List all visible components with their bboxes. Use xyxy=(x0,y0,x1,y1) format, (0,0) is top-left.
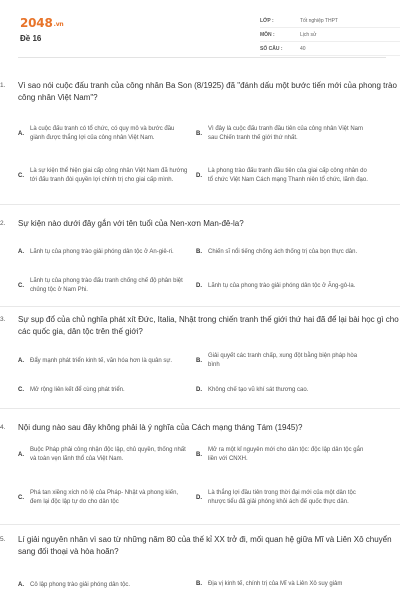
site-logo[interactable]: 2048.vn xyxy=(20,16,64,30)
option-letter: C. xyxy=(18,173,24,179)
meta-row-subject xyxy=(260,28,400,42)
option-c[interactable] xyxy=(18,382,190,398)
option-text: Lãnh tụ của phong trào giải phóng dân tộc ở An-giê-ri. xyxy=(30,248,174,255)
option-text: Là cuộc đấu tranh có tổ chức, có quy mô và bước đầu giành được thắng lợi của công nhân Việt Nam. xyxy=(30,126,175,141)
meta-value: Tốt nghiệp THPT xyxy=(300,17,338,24)
question-text: Sự kiện nào dưới đây gắn với tên tuổi của Nen-xơn Man-đê-la? xyxy=(18,219,244,228)
option-text: Là sự kiện thể hiện giai cấp công nhân Việt Nam đã hướng tới đấu tranh đòi quyền lợi chính trị cho giai cấp mình. xyxy=(30,168,188,183)
option-b[interactable] xyxy=(196,348,368,374)
question-divider xyxy=(0,524,400,525)
question-number: 4. xyxy=(0,424,6,431)
option-letter: B. xyxy=(196,358,202,364)
option-letter: B. xyxy=(196,131,202,137)
question-head xyxy=(0,422,400,434)
question-head xyxy=(0,534,400,558)
option-text: Phá tan xiềng xích nô lệ của Pháp- Nhật và phong kiến, đem lại độc lập tự do cho dân tộc xyxy=(30,490,179,505)
question-number: 2. xyxy=(0,220,6,227)
option-b[interactable] xyxy=(196,117,368,151)
meta-label: SỐ CÂU : xyxy=(260,45,283,52)
option-letter: B. xyxy=(196,452,202,458)
meta-value: Lịch sử xyxy=(300,31,317,38)
option-a[interactable] xyxy=(18,438,190,472)
meta-label: LỚP : xyxy=(260,17,274,24)
option-text: Cô lập phong trào giải phóng dân tộc. xyxy=(30,581,131,588)
question-text: Sự sụp đổ của chủ nghĩa phát xít Đức, Italia, Nhật trong chiến tranh thế giới thứ hai đã để lại bài học gì cho các quốc gia, dân tộc trên thế giới? xyxy=(18,315,399,336)
option-letter: C. xyxy=(18,387,24,393)
option-text: Lãnh tụ của phong trào đấu tranh chống chế độ phân biệt chủng tộc ở Nam Phi. xyxy=(30,278,183,293)
option-d[interactable] xyxy=(196,272,368,300)
question-text: Nội dung nào sau đây không phải là ý nghĩa của Cách mạng tháng Tám (1945)? xyxy=(18,423,303,432)
meta-row-count xyxy=(260,42,400,56)
question-1 xyxy=(0,74,400,196)
question-4 xyxy=(0,408,400,522)
option-letter: C. xyxy=(18,283,24,289)
question-head xyxy=(0,218,400,230)
question-text: Lí giải nguyên nhân vì sao từ những năm 80 của thế kỉ XX trở đi, mối quan hệ giữa Mĩ và Liên Xô chuyển sang đối thoại và hòa hoãn? xyxy=(18,535,392,556)
option-text: Buộc Pháp phải công nhận độc lập, chủ quyền, thống nhất và toàn vẹn lãnh thổ của Việt Nam. xyxy=(30,447,186,462)
option-text: Không chế tạo vũ khí sát thương cao. xyxy=(208,386,309,393)
meta-value: 40 xyxy=(300,45,306,52)
option-c[interactable] xyxy=(18,480,190,516)
option-text: Là thắng lợi đầu tiên trong thời đại mới của một dân tộc nhược tiểu đã giải phóng khỏi ách đế quốc thực dân. xyxy=(208,490,356,505)
option-text: Mở rộng liên kết để cùng phát triển. xyxy=(30,386,125,393)
option-d[interactable] xyxy=(196,480,368,516)
option-letter: D. xyxy=(196,495,202,501)
option-b[interactable] xyxy=(196,438,368,472)
option-a[interactable] xyxy=(18,574,190,596)
question-number: 1. xyxy=(0,82,6,89)
question-number: 3. xyxy=(0,316,6,323)
question-2 xyxy=(0,204,400,306)
option-text: Giải quyết các tranh chấp, xung đột bằng biện pháp hòa bình xyxy=(208,353,358,368)
question-head xyxy=(0,314,400,338)
option-a[interactable] xyxy=(18,348,190,374)
option-text: Là phong trào đấu tranh đầu tiên của giai cấp công nhân do tổ chức Việt Nam Cách mạng Thanh niên tổ chức, lãnh đạo. xyxy=(208,168,368,183)
question-divider xyxy=(0,306,400,307)
option-text: Lãnh tụ của phong trào giải phóng dân tộc ở Ăng-gô-la. xyxy=(208,282,356,289)
option-a[interactable] xyxy=(18,238,190,266)
question-head xyxy=(0,80,400,104)
option-letter: A. xyxy=(18,452,24,458)
question-number: 5. xyxy=(0,536,6,543)
option-text: Đẩy mạnh phát triển kinh tế, văn hóa hơn là quân sự. xyxy=(30,357,173,364)
option-d[interactable] xyxy=(196,382,368,398)
option-letter: A. xyxy=(18,582,24,588)
option-letter: D. xyxy=(196,283,202,289)
option-text: Địa vị kinh tế, chính trị của Mĩ và Liên Xô suy giảm xyxy=(208,580,343,587)
option-letter: A. xyxy=(18,358,24,364)
exam-code: Đề 16 xyxy=(20,34,42,43)
option-a[interactable] xyxy=(18,117,190,151)
option-letter: C. xyxy=(18,495,24,501)
option-text: Mở ra một kỉ nguyên mới cho dân tộc: độc lập dân tộc gắn liền với CNXH. xyxy=(208,447,364,462)
option-letter: D. xyxy=(196,387,202,393)
option-letter: B. xyxy=(196,249,202,255)
option-text: Vì đây là cuộc đấu tranh đầu tiên của công nhân Việt Nam sau Chiến tranh thế giới thứ nhất. xyxy=(208,126,363,141)
option-letter: D. xyxy=(196,173,202,179)
option-d[interactable] xyxy=(196,159,368,193)
question-divider xyxy=(0,204,400,205)
option-text: Chiến sĩ nổi tiếng chống ách thống trị của bọn thực dân. xyxy=(208,248,358,255)
option-c[interactable] xyxy=(18,272,190,300)
option-c[interactable] xyxy=(18,159,190,193)
exam-meta xyxy=(260,14,400,56)
question-divider xyxy=(0,408,400,409)
question-5 xyxy=(0,524,400,600)
option-b[interactable] xyxy=(196,238,368,266)
meta-label: MÔN : xyxy=(260,31,275,38)
meta-row-class xyxy=(260,14,400,28)
option-letter: A. xyxy=(18,249,24,255)
option-letter: A. xyxy=(18,131,24,137)
page-header xyxy=(18,0,386,58)
option-letter: B. xyxy=(196,581,202,587)
option-b[interactable] xyxy=(196,572,368,596)
question-3 xyxy=(0,306,400,406)
question-text: Vì sao nói cuộc đấu tranh của công nhân Ba Son (8/1925) đã "đánh dấu một bước tiến mới của phong trào công nhân Việt Nam"? xyxy=(18,81,397,102)
